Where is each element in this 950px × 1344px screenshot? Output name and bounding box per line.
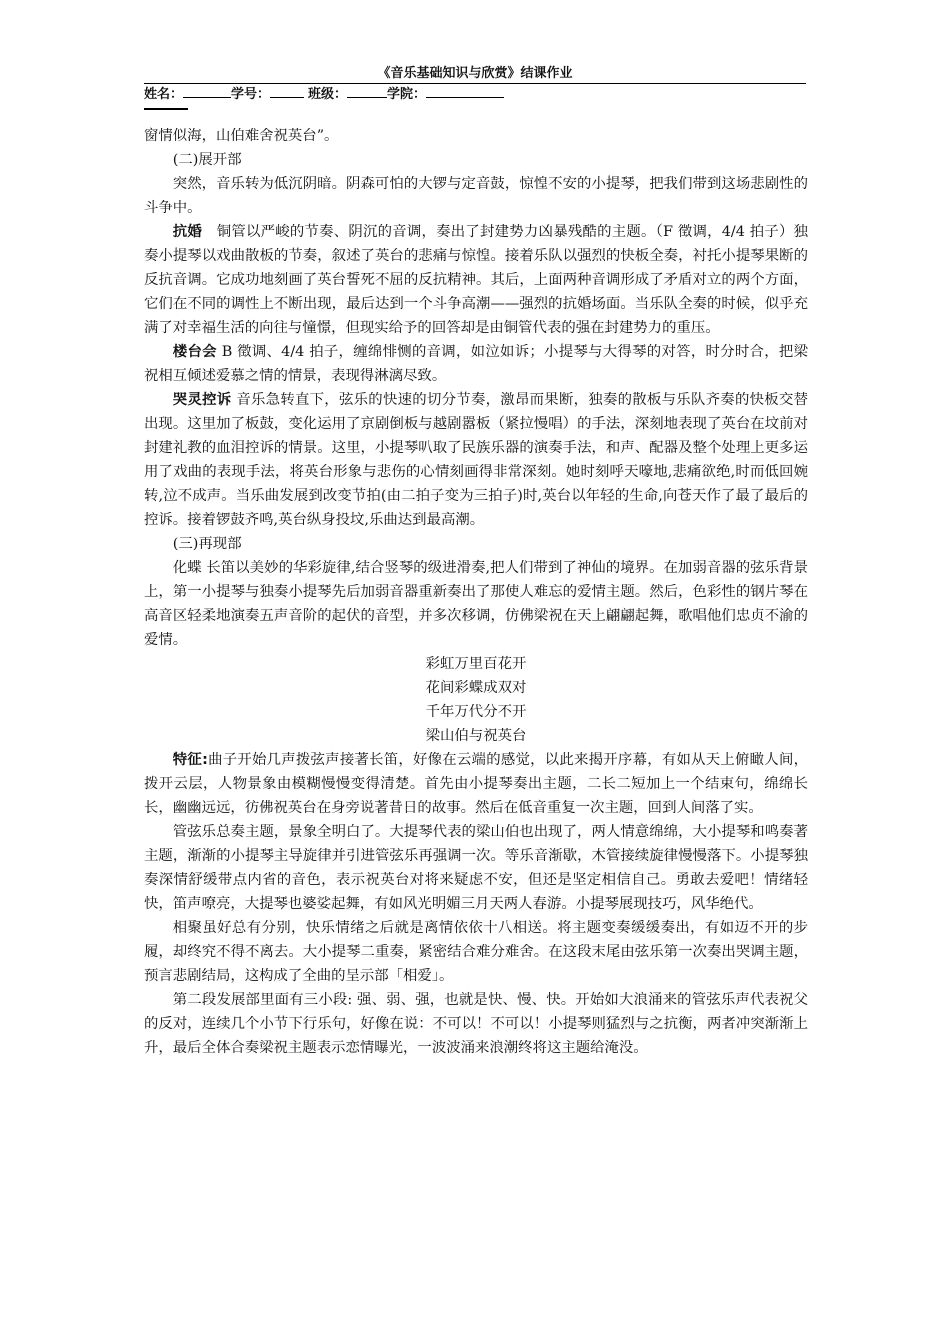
loutai-text: B 徵调、4/4 拍子，缠绵悱恻的音调，如泣如诉；小提琴与大得琴的对答，时分时合，把梁祝相互倾述爱慕之情的情景，表现得淋漓尽致。 — [144, 344, 808, 384]
poem-line: 彩虹万里百花开 — [425, 656, 527, 672]
kuling-text: 音乐急转直下，弦乐的快速的切分节奏，激昂而果断，独奏的散板与乐队齐奏的快板交替出现。这里加了板鼓，变化运用了京剧倒板与越剧嚣板（紧拉慢唱）的手法，深刻地表现了英台在坟前对封建礼教的血泪控诉的情景。这里，小提琴叭取了民族乐器的演奏手法，和声、配器及整个处理上更多运用了戏曲的表现手法，将英台形象与悲伤的心情刻画得非常深刻。她时刻呼天嚎地,悲痛欲绝,时而低回婉转,泣不成声。当乐曲发展到改变节拍(由二拍子变为三拍子)时,英台以年轻的生命,向苍天作了最了最后的控诉。接着锣鼓齐鸣,英台纵身投坟,乐曲达到最高潮。 — [144, 392, 808, 528]
document-title: 《音乐基础知识与欣赏》结课作业 — [377, 66, 573, 81]
intro-line: 窗情似海，山伯难舍祝英台”。 — [144, 128, 339, 144]
section-heading-development: (二)展开部 — [172, 152, 242, 168]
kanghun-text: 铜管以严峻的节奏、阴沉的音调，奏出了封建势力凶暴残酷的主题。（F 徵调，4/4 拍子）独奏小提琴以戏曲散板的节奏，叙述了英台的悲痛与惊惶。接着乐队以强烈的快板全奏，衬托小提琴果断的反抗音调。它成功地刻画了英台誓死不屈的反抗精神。其后，上面两种音调形成了矛盾对立的两个方面，它们在不同的调性上不断出现，最后达到一个斗争高潮——强烈的抗婚场面。当乐队全奏的时候，似乎充满了对幸福生活的向往与憧憬，但现实给予的回答却是由铜管代表的强在封建势力的重压。 — [144, 224, 808, 336]
kuling-label: 哭灵控诉 — [172, 392, 232, 408]
section-heading-recapitulation: (三)再现部 — [172, 536, 242, 552]
paragraph-dierduan: 第二段发展部里面有三小段: 强、弱、强，也就是快、慢、快。开始如大浪涌来的管弦乐声代表祝父的反对，连续几个小节下行乐句，好像在说：不可以！不可以！小提琴则猛烈与之抗衡，两者冲突渐渐上升，最后全体合奏梁祝主题表示恋情曝光，一波波涌来浪潮终将这主题给淹没。 — [144, 992, 808, 1056]
college-label: 学院： — [387, 87, 427, 102]
name-label: 姓名： — [144, 87, 184, 102]
loutai-label: 楼台会 — [172, 344, 217, 360]
tezheng-text: 曲子开始几声拨弦声接著长笛，好像在云端的感觉，以此来揭开序幕，有如从天上俯瞰人间，拨开云层，人物景象由模糊慢慢变得清楚。首先由小提琴奏出主题，二长二短加上一个结束句，绵绵长长，幽幽远远，彷佛祝英台在身旁说著昔日的故事。然后在低音重复一次主题，回到人间落了实。 — [144, 752, 808, 816]
paragraph-tezheng — [144, 748, 808, 820]
paragraph-loutai — [144, 340, 808, 388]
paragraph-huadie: 化蝶 长笛以美妙的华彩旋律,结合竖琴的级进滑奏,把人们带到了神仙的境界。在加弱音器的弦乐背景上，第一小提琴与独奏小提琴先后加弱音器重新奏出了那使人难忘的爱情主题。然后，色彩性的钢片琴在高音区轻柔地演奏五声音阶的起伏的音型，并多次移调，仿佛梁祝在天上翩翩起舞，歌唱他们忠贞不渝的爱情。 — [144, 560, 808, 648]
id-label: 学号： — [231, 87, 271, 102]
college-blank — [426, 85, 504, 98]
tezheng-label: 特征: — [172, 752, 208, 768]
paragraph-kanghun — [144, 220, 808, 340]
student-info-fields — [144, 85, 504, 103]
paragraph-guanxian: 管弦乐总奏主题，景象全明白了。大提琴代表的梁山伯也出现了，两人情意绵绵，大小提琴和鸣奏著主题，渐渐的小提琴主导旋律并引进管弦乐再强调一次。等乐音渐歇，木管接续旋律慢慢落下。小提琴独奏深情舒缓带点内省的音色，表示祝英台对将来疑虑不安，但还是坚定相信自己。勇敢去爱吧！情绪轻快，笛声嘹亮，大提琴也婆娑起舞，有如风光明媚三月天两人春游。小提琴展现技巧，风华绝代。 — [144, 824, 808, 912]
header-rule — [144, 83, 806, 84]
id-blank — [270, 85, 304, 98]
kanghun-label: 抗婚 — [172, 224, 203, 240]
poem-line: 千年万代分不开 — [425, 704, 527, 720]
class-label: 班级： — [308, 87, 348, 102]
poem-line: 花间彩蝶成双对 — [425, 680, 527, 696]
poem-block — [144, 652, 808, 748]
poem-line: 梁山伯与祝英台 — [425, 728, 527, 744]
paragraph-xiangju: 相聚虽好总有分别，快乐情绪之后就是离情依依十八相送。将主题变奏缓缓奏出，有如迈不开的步履，却终究不得不离去。大小提琴二重奏，紧密结合难分难舍。在这段末尾由弦乐第一次奏出哭调主题，预言悲剧结局，这构成了全曲的呈示部「相爱」。 — [144, 920, 808, 984]
header-continuation-line — [144, 108, 188, 110]
paragraph-sudden: 突然，音乐转为低沉阴暗。阴森可怕的大锣与定音鼓，惊惶不安的小提琴，把我们带到这场悲剧性的斗争中。 — [144, 176, 808, 216]
class-blank — [347, 85, 387, 98]
paragraph-kuling — [144, 388, 808, 532]
name-blank — [183, 85, 231, 98]
document-body — [144, 124, 808, 1060]
